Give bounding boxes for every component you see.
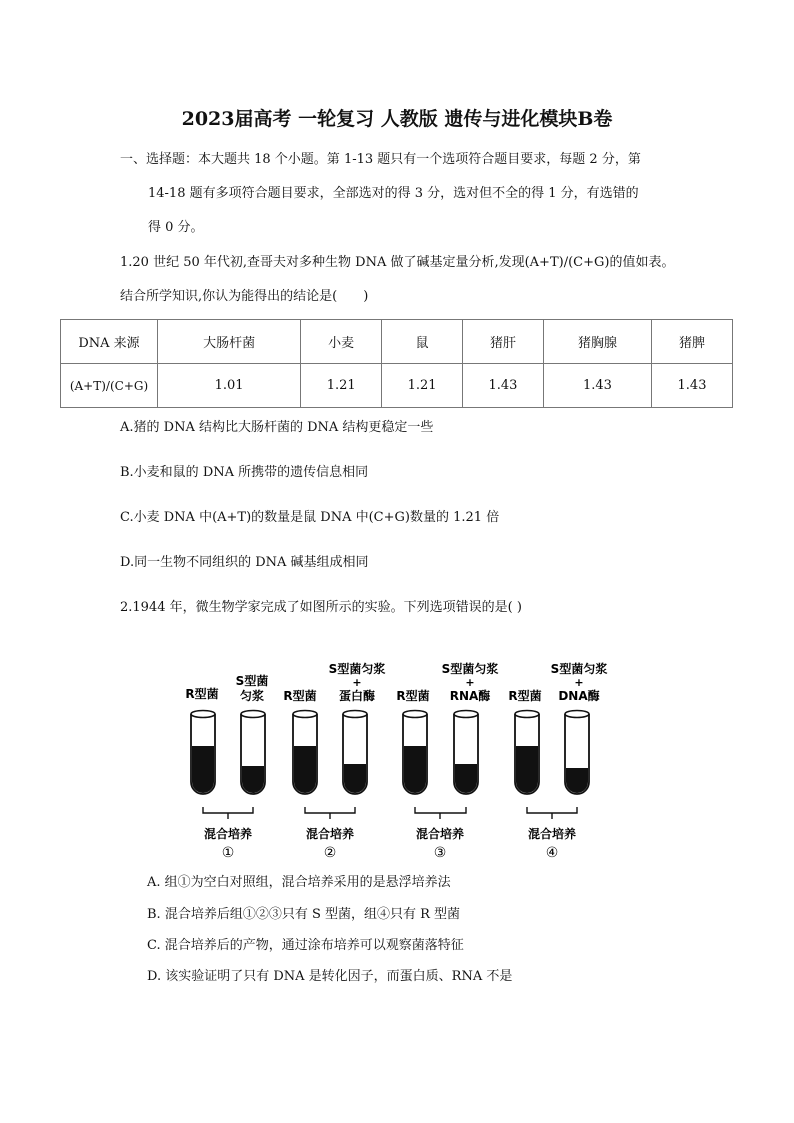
q1-option-d: D.同一生物不同组织的 DNA 碱基组成相同 (120, 555, 369, 570)
group-1-tubes (191, 711, 265, 820)
s-homogenate-label: S型菌匀浆 (550, 662, 608, 676)
table-header-cell: 猪脾 (652, 320, 733, 364)
table-header-cell: 猪胸腺 (543, 320, 651, 364)
q1-stem-line-1: 1.20 世纪 50 年代初,查哥夫对多种生物 DNA 做了碱基定量分析,发现(A+T)/(C+G)的值如表。 (120, 255, 675, 270)
group-4-tubes (515, 711, 589, 820)
q2-option-a: A. 组①为空白对照组，混合培养采用的是悬浮培养法 (147, 875, 451, 890)
table-cell: 1.43 (652, 364, 733, 408)
table-header-cell: 鼠 (382, 320, 463, 364)
table-cell: 1.01 (158, 364, 301, 408)
table-header-row (61, 320, 733, 364)
table-cell: 1.43 (543, 364, 651, 408)
table-cell: (A+T)/(C+G) (61, 364, 158, 408)
table-header-cell: 大肠杆菌 (158, 320, 301, 364)
group-number: ① (221, 845, 235, 861)
q1-option-b: B.小麦和鼠的 DNA 所携带的遗传信息相同 (120, 465, 369, 480)
table-row (61, 364, 733, 408)
dnase-label: DNA酶 (558, 689, 600, 703)
mix-culture-label: 混合培养 (527, 827, 577, 841)
q2-option-c: C. 混合培养后的产物，通过涂布培养可以观察菌落特征 (147, 938, 464, 953)
table-cell: 1.43 (463, 364, 544, 408)
s-homogenate-label: S型菌匀浆 (441, 662, 499, 676)
r-strain-label: R型菌 (283, 689, 317, 703)
mix-culture-label: 混合培养 (415, 827, 465, 841)
s-strain-label: S型菌 (235, 674, 269, 688)
table-header-cell: DNA 来源 (61, 320, 158, 364)
protease-label: 蛋白酶 (338, 689, 376, 703)
q1-option-a: A.猪的 DNA 结构比大肠杆菌的 DNA 结构更稳定一些 (120, 420, 434, 435)
mix-culture-label: 混合培养 (203, 827, 253, 841)
group-number: ② (323, 845, 337, 861)
transformation-experiment-figure (150, 650, 630, 870)
s-homogenate-label: S型菌匀浆 (328, 662, 386, 676)
dna-ratio-table (60, 319, 733, 408)
mix-culture-label: 混合培养 (305, 827, 355, 841)
plus-sign: + (352, 676, 362, 689)
group-number: ④ (545, 845, 559, 861)
rnase-label: RNA酶 (449, 689, 491, 703)
q2-option-d: D. 该实验证明了只有 DNA 是转化因子，而蛋白质、RNA 不是 (147, 969, 513, 984)
group-3-tubes (403, 711, 478, 820)
group-number: ③ (433, 845, 447, 861)
table-cell: 1.21 (301, 364, 382, 408)
q2-option-b: B. 混合培养后组①②③只有 S 型菌，组④只有 R 型菌 (147, 907, 461, 922)
q1-option-c: C.小麦 DNA 中(A+T)的数量是鼠 DNA 中(C+G)数量的 1.21 倍 (120, 510, 500, 525)
table-header-cell: 猪肝 (463, 320, 544, 364)
q2-stem: 2.1944 年，微生物学家完成了如图所示的实验。下列选项错误的是( ) (120, 600, 522, 615)
homogenate-label: 匀浆 (239, 689, 265, 703)
r-strain-label: R型菌 (185, 687, 219, 701)
q1-stem-line-2: 结合所学知识,你认为能得出的结论是( ) (120, 289, 369, 304)
section-instruction-line-1: 一、选择题：本大题共 18 个小题。第 1-13 题只有一个选项符合题目要求，每题 2 分，第 (120, 152, 641, 167)
r-strain-label: R型菌 (396, 689, 430, 703)
page-title: 2023届高考 一轮复习 人教版 遗传与进化模块B卷 (181, 108, 613, 130)
section-instruction-line-2: 14-18 题有多项符合题目要求，全部选对的得 3 分，选对但不全的得 1 分，有选错的 (148, 186, 639, 201)
plus-sign: + (465, 676, 475, 689)
plus-sign: + (574, 676, 584, 689)
table-cell: 1.21 (382, 364, 463, 408)
r-strain-label: R型菌 (508, 689, 542, 703)
group-2-tubes (293, 711, 367, 820)
table-header-cell: 小麦 (301, 320, 382, 364)
section-instruction-line-3: 得 0 分。 (148, 220, 204, 235)
